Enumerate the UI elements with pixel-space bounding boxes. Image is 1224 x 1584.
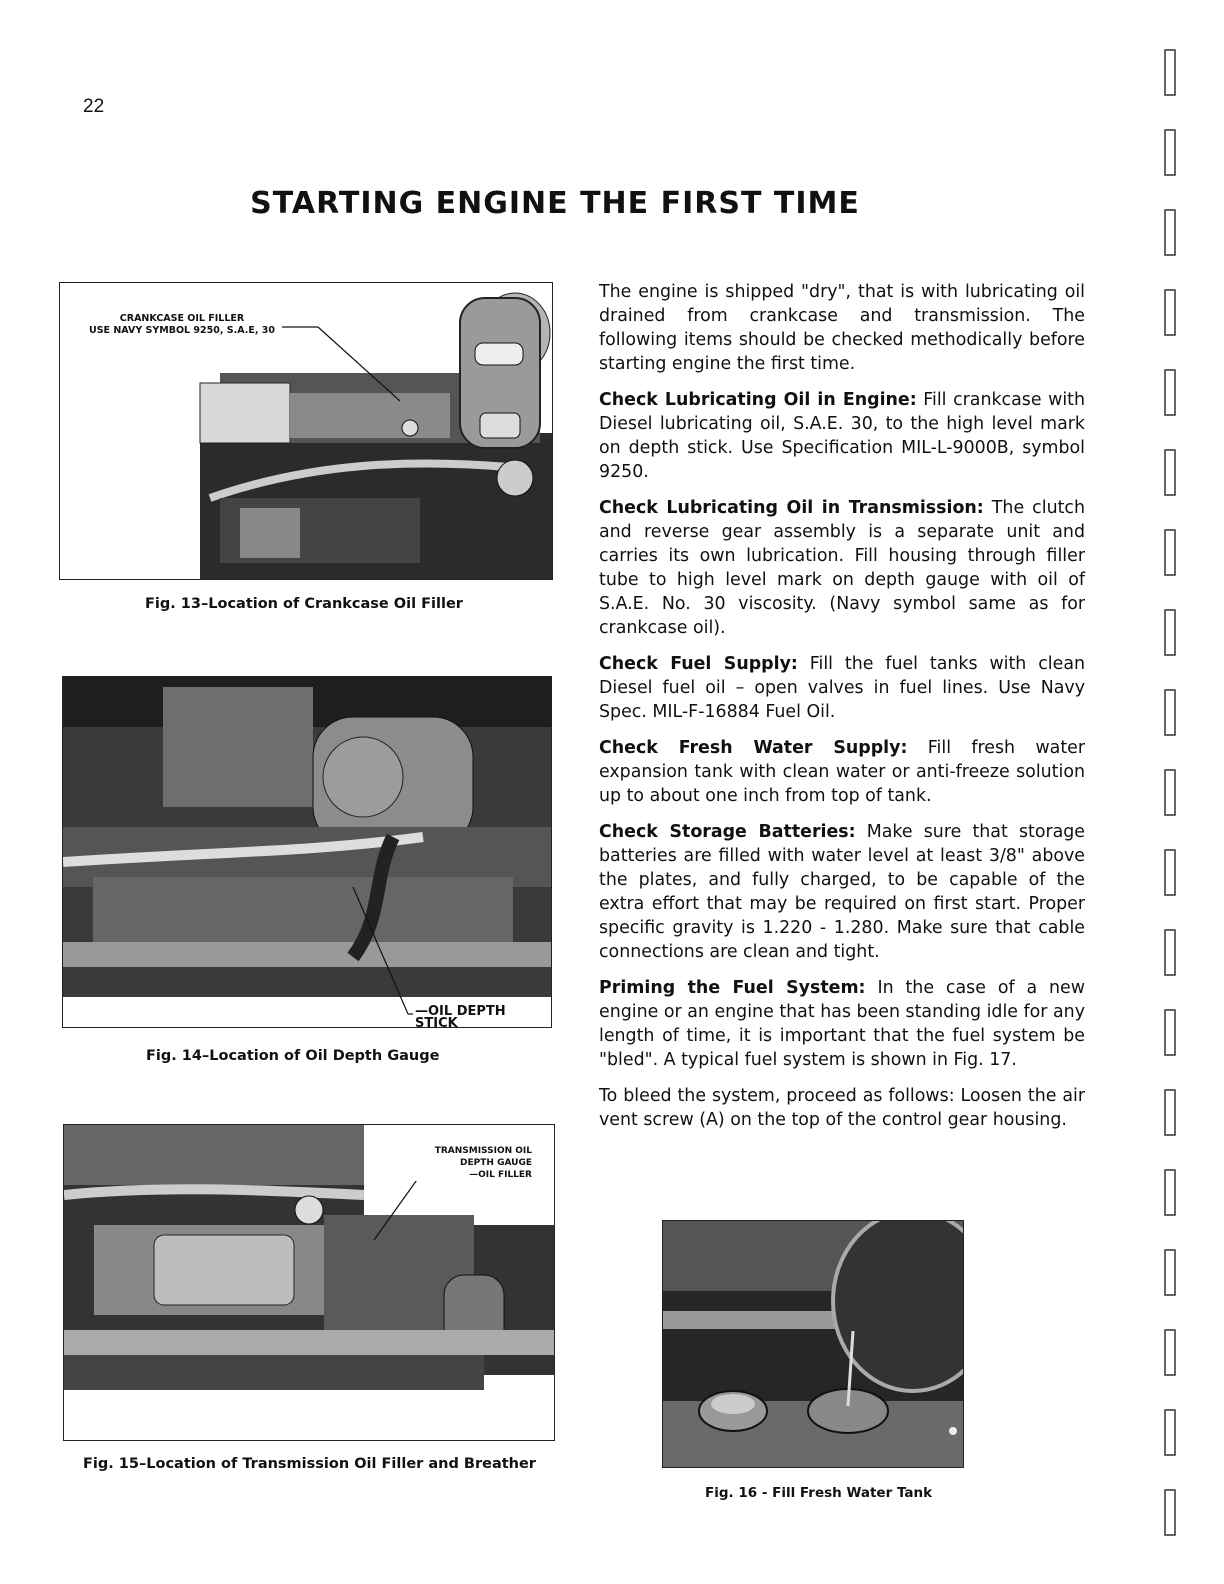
figure-15 xyxy=(63,1124,555,1441)
binding-holes xyxy=(1160,40,1190,1570)
section-text: The clutch and reverse gear assembly is a separate unit and carries its own lubrication. Fill housing through filler tube to high level mark on depth gauge with oil of S.A.E. No. 30 viscosity. (Navy symbol same as for crankcase oil). xyxy=(599,498,1085,638)
section-text: Make sure that storage batteries are filled with water level at least 3/8" above the plates, and fully charged, to be capable of the extra effort that may be required on first start. Proper specific gravity is 1.220 - 1.280. Make sure that cable connections are clean and tight. xyxy=(599,822,1086,962)
section-text: Fill crankcase with Diesel lubricating oil, S.A.E. 30, to the high level mark on depth stick. Use Specification MIL-L-9000B, symbol 9250. xyxy=(599,390,1086,482)
section-priming xyxy=(599,976,1085,1072)
section-heading: Check Lubricating Oil in Transmission: xyxy=(599,498,984,518)
callout-13-line-1: CRANKCASE OIL FILLER xyxy=(119,313,245,324)
engine-photo-14 xyxy=(63,677,551,1027)
section-heading: Check Storage Batteries: xyxy=(599,822,856,842)
closing-paragraph: To bleed the system, proceed as follows: Loosen the air vent screw (A) on the top of the control gear housing. xyxy=(599,1086,1085,1130)
page-number: 22 xyxy=(83,96,105,117)
section-heading: Check Fresh Water Supply: xyxy=(599,738,908,758)
callout-14: —OIL DEPTH STICK xyxy=(415,1004,506,1028)
section-heading: Check Lubricating Oil in Engine: xyxy=(599,390,917,410)
callout-15-line-1: TRANSMISSION OIL xyxy=(434,1146,532,1156)
section-text: Fill fresh water expansion tank with clean water or anti-freeze solution up to about one inch from top of tank. xyxy=(599,738,1085,806)
callout-13-line-2: USE NAVY SYMBOL 9250, S.A.E, 30 xyxy=(89,325,275,336)
intro-paragraph: The engine is shipped "dry", that is with lubricating oil drained from crankcase and transmission. The following items should be checked methodically before starting engine the first time. xyxy=(599,282,1085,374)
figure-14-caption: Fig. 14–Location of Oil Depth Gauge xyxy=(146,1048,440,1064)
figure-14 xyxy=(62,676,552,1028)
callout-15 xyxy=(404,1145,532,1181)
callout-13 xyxy=(82,313,282,337)
section-fresh-water xyxy=(599,736,1085,808)
section-heading: Priming the Fuel System: xyxy=(599,978,866,998)
figure-16 xyxy=(662,1220,964,1468)
section-text: Fill the fuel tanks with clean Diesel fuel oil – open valves in fuel lines. Use Navy Spec. MIL-F-16884 Fuel Oil. xyxy=(599,654,1086,722)
section-batteries xyxy=(599,820,1085,964)
figure-13 xyxy=(59,282,553,580)
body-text xyxy=(599,280,1085,1144)
water-tank-photo xyxy=(663,1221,963,1467)
figure-16-caption: Fig. 16 - Fill Fresh Water Tank xyxy=(705,1485,933,1501)
section-heading: Check Fuel Supply: xyxy=(599,654,798,674)
section-engine-oil xyxy=(599,388,1085,484)
page-title: STARTING ENGINE THE FIRST TIME xyxy=(250,186,860,221)
callout-15-line-2: DEPTH GAUGE xyxy=(460,1158,532,1168)
callout-15-line-3: —OIL FILLER xyxy=(469,1170,532,1180)
figure-15-caption: Fig. 15–Location of Transmission Oil Filler and Breather xyxy=(83,1456,536,1472)
section-fuel-supply xyxy=(599,652,1085,724)
section-transmission-oil xyxy=(599,496,1085,640)
figure-13-caption: Fig. 13–Location of Crankcase Oil Filler xyxy=(145,596,463,612)
section-text: In the case of a new engine or an engine that has been standing idle for any length of time, it is important that the fuel system be "bled". A typical fuel system is shown in Fig. 17. xyxy=(599,978,1085,1070)
